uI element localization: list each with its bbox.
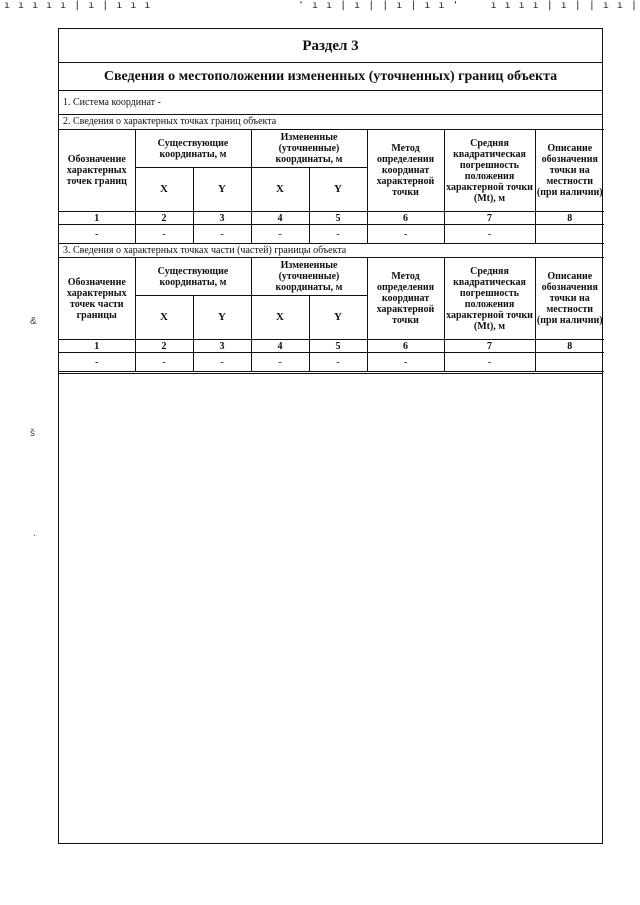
s3-col-y-existing: Y — [193, 296, 251, 340]
s3-data-cell: - — [309, 353, 367, 372]
s3-col-x-existing: X — [135, 296, 193, 340]
s2-num-cell: 1 — [59, 212, 135, 225]
s2-data-cell: - — [59, 225, 135, 244]
s2-col-x-existing: X — [135, 168, 193, 212]
section2-heading: 2. Сведения о характерных точках границ объекта — [63, 116, 277, 127]
table-row — [59, 353, 604, 372]
s2-num-cell: 6 — [367, 212, 444, 225]
margin-speck: š — [30, 428, 35, 439]
s2-data-cell: - — [367, 225, 444, 244]
table-row — [59, 225, 604, 244]
s2-col-existing: Существующие координаты, м — [135, 130, 251, 168]
s3-col-method: Метод определения координат характерной точки — [367, 258, 444, 340]
s2-col-error: Средняя квадратическая погрешность положения характерной точки (Mt), м — [444, 130, 535, 212]
s3-data-cell: - — [367, 353, 444, 372]
s2-num-cell: 2 — [135, 212, 193, 225]
s2-num-cell: 3 — [193, 212, 251, 225]
s3-num-cell: 6 — [367, 340, 444, 353]
document-sheet — [58, 28, 603, 844]
s3-col-existing: Существующие координаты, м — [135, 258, 251, 296]
s2-col-x-changed: X — [251, 168, 309, 212]
s3-data-cell: - — [444, 353, 535, 372]
s3-num-cell: 1 — [59, 340, 135, 353]
margin-speck: · — [33, 530, 37, 541]
coordinate-system-line: 1. Система координат - — [59, 91, 602, 115]
s2-num-cell: 7 — [444, 212, 535, 225]
s2-data-cell: - — [193, 225, 251, 244]
margin-speck: & — [30, 316, 37, 327]
s3-col-description: Описание обозначения точки на местности (при наличии) — [535, 258, 604, 340]
s2-data-cell — [535, 225, 604, 244]
page-subtitle: Сведения о местоположении измененных (уточненных) границ объекта — [59, 63, 602, 91]
s3-data-cell: - — [59, 353, 135, 372]
s2-data-cell: - — [444, 225, 535, 244]
s3-data-cell: - — [193, 353, 251, 372]
s3-col-x-changed: X — [251, 296, 309, 340]
page-title: Раздел 3 — [59, 29, 602, 63]
s2-data-cell: - — [309, 225, 367, 244]
s2-col-method: Метод определения координат характерной точки — [367, 130, 444, 212]
s2-data-cell: - — [135, 225, 193, 244]
s3-num-cell: 5 — [309, 340, 367, 353]
s3-col-y-changed: Y — [309, 296, 367, 340]
s2-col-designation: Обозначение характерных точек границ — [59, 130, 135, 212]
s2-col-description: Описание обозначения точки на местности (при наличии) — [535, 130, 604, 212]
s2-num-cell: 5 — [309, 212, 367, 225]
section-divider — [59, 372, 602, 374]
s3-data-cell: - — [251, 353, 309, 372]
s2-col-y-changed: Y — [309, 168, 367, 212]
s3-col-changed: Измененные (уточненные) координаты, м — [251, 258, 367, 296]
s2-data-cell: - — [251, 225, 309, 244]
s2-col-changed: Измененные (уточненные) координаты, м — [251, 130, 367, 168]
s3-num-cell: 3 — [193, 340, 251, 353]
s3-num-cell: 2 — [135, 340, 193, 353]
s3-num-cell: 8 — [535, 340, 604, 353]
s3-col-error: Средняя квадратическая погрешность положения характерной точки (Mt), м — [444, 258, 535, 340]
scan-marks-left: ı ı ı ı ı | ı | ı ı ı — [4, 0, 152, 11]
s3-col-designation: Обозначение характерных точек части границы — [59, 258, 135, 340]
s3-number-row — [59, 340, 604, 353]
s2-number-row — [59, 212, 604, 225]
s3-data-cell: - — [135, 353, 193, 372]
s2-col-y-existing: Y — [193, 168, 251, 212]
s3-num-cell: 7 — [444, 340, 535, 353]
s3-data-cell — [535, 353, 604, 372]
section3-table — [59, 257, 604, 372]
s2-num-cell: 8 — [535, 212, 604, 225]
section2-table — [59, 129, 604, 244]
scan-marks-right: ı ı ı ı | ı | | ı ı | — [490, 0, 638, 11]
s3-num-cell: 4 — [251, 340, 309, 353]
section3-heading: 3. Сведения о характерных точках части (частей) границы объекта — [63, 245, 347, 256]
s2-num-cell: 4 — [251, 212, 309, 225]
scan-marks-middle: ' ı ı | ı | | ı | ı ı ' — [298, 0, 460, 11]
